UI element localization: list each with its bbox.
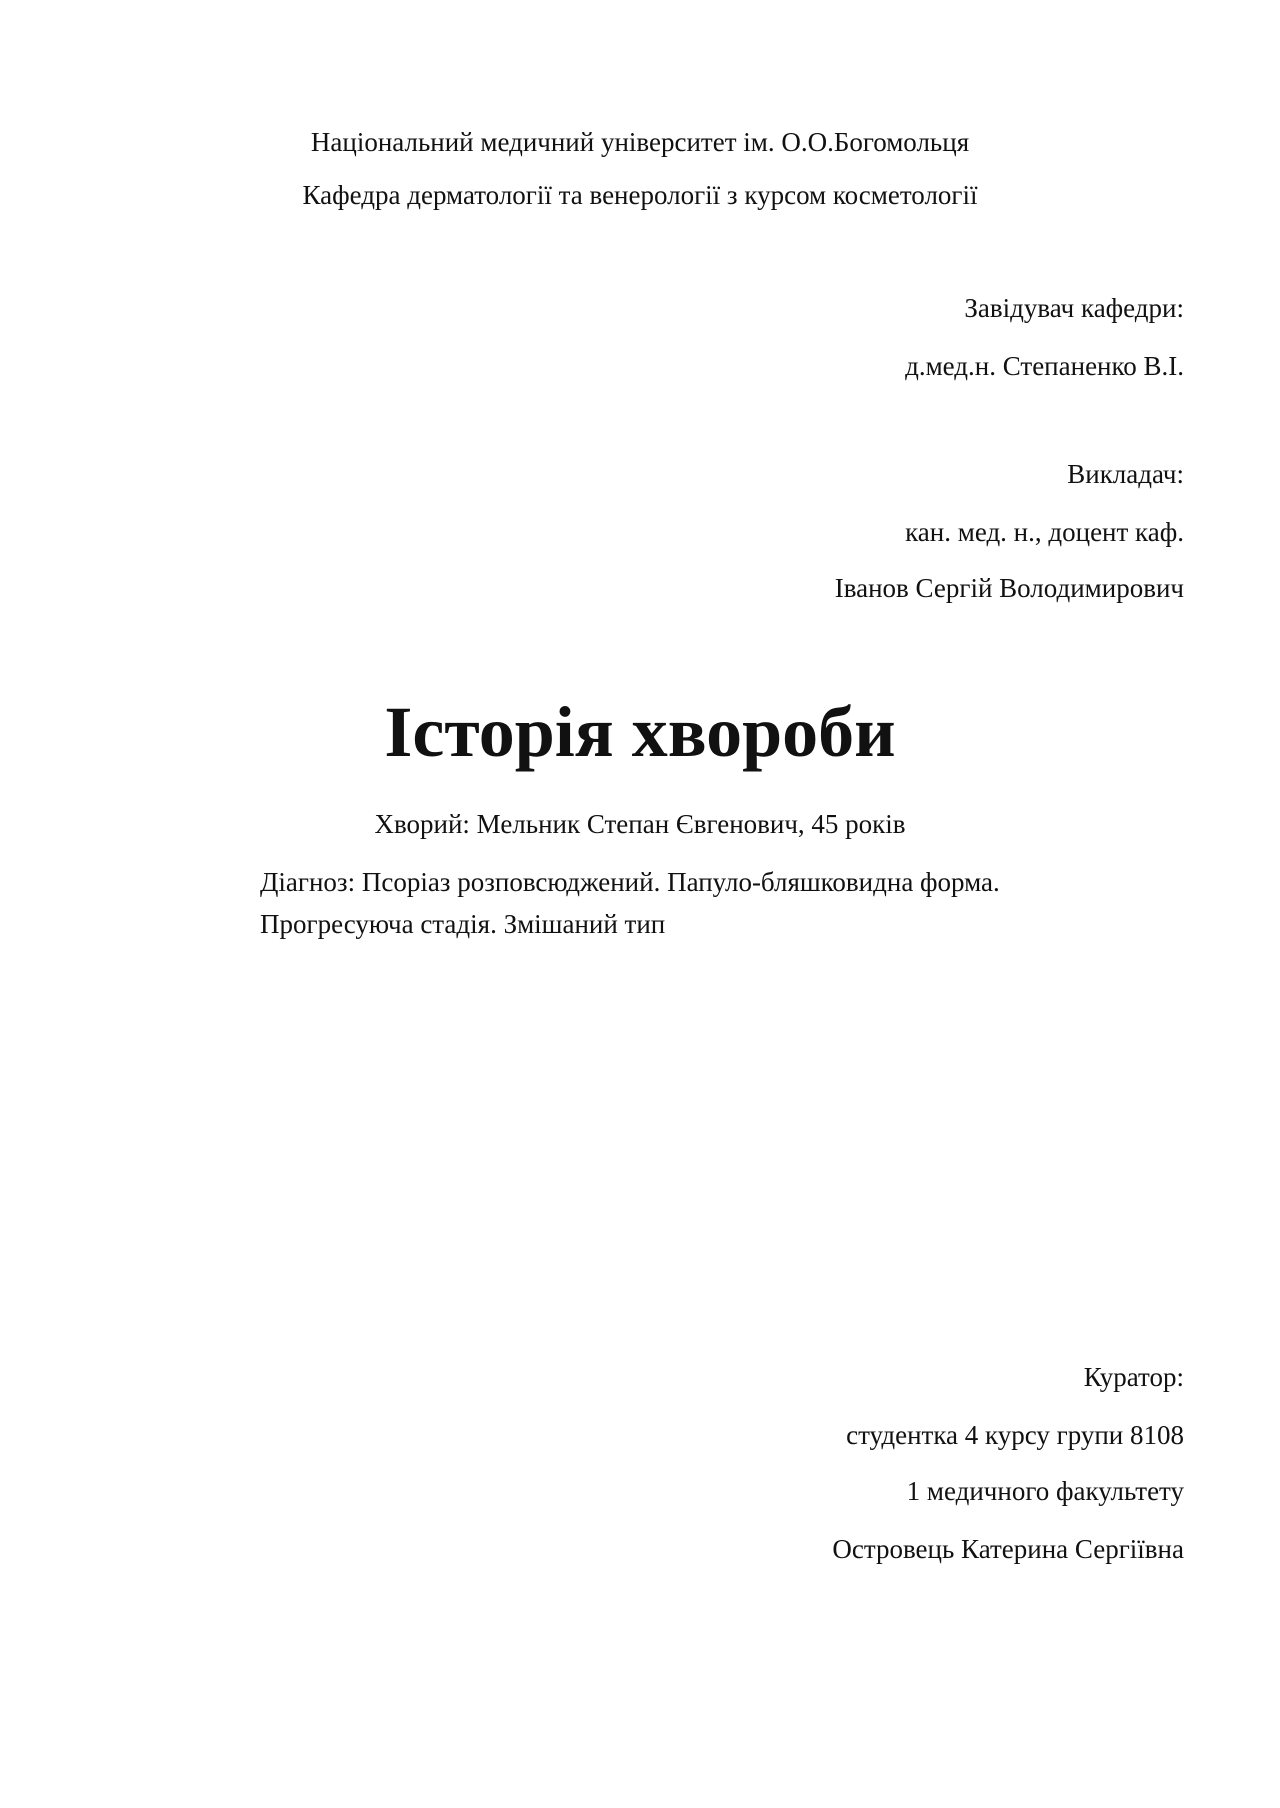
curator-name: Островець Катерина Сергіївна: [832, 1534, 1184, 1564]
diagnosis-line-2: Прогресуюча стадія. Змішаний тип: [260, 909, 666, 939]
document-title: Історія хвороби: [384, 692, 896, 772]
curator-student: студентка 4 курсу групи 8108: [846, 1420, 1184, 1450]
teacher-label: Викладач:: [1067, 459, 1184, 489]
department-name: Кафедра дерматології та венерології з курсом косметології: [302, 180, 978, 210]
university-name: Національний медичний університет ім. О.О.Богомольця: [310, 127, 970, 157]
teacher-name: Іванов Сергій Володимирович: [834, 573, 1184, 603]
patient-info: Хворий: Мельник Степан Євгенович, 45 років: [374, 809, 906, 839]
diagnosis-line-1: Діагноз: Псоріаз розповсюджений. Папуло-бляшковидна форма.: [260, 867, 1000, 897]
head-of-department-name: д.мед.н. Степаненко В.І.: [905, 351, 1184, 381]
head-of-department-label: Завідувач кафедри:: [964, 293, 1184, 323]
curator-label: Куратор:: [1083, 1362, 1184, 1392]
curator-faculty: 1 медичного факультету: [906, 1476, 1184, 1506]
teacher-degree: кан. мед. н., доцент каф.: [905, 517, 1184, 547]
